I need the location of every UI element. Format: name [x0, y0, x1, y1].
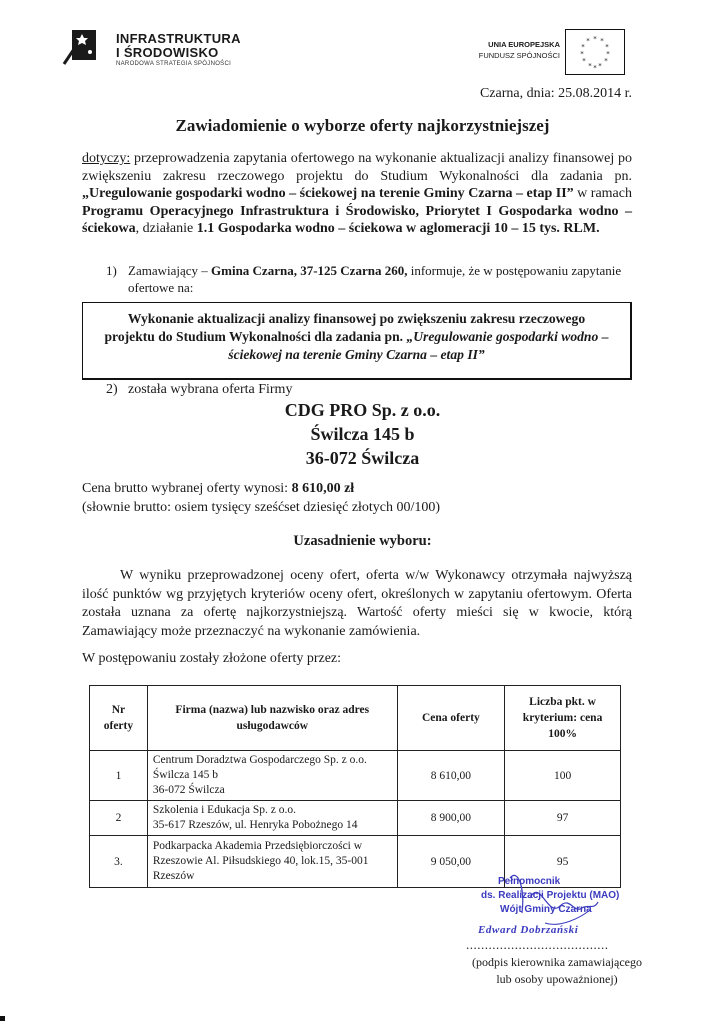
intro-program: Programu Operacyjnego Infrastruktura i Środowisko, Priorytet I Gospodarka wodno – ściekowa	[82, 203, 632, 236]
svg-text:*: *	[588, 62, 592, 70]
winner-company-name: CDG PRO Sp. z o.o.	[284, 400, 441, 420]
svg-text:*: *	[605, 43, 609, 51]
signature-line: ......................................	[466, 937, 609, 952]
point-1-text-3: ofertowe na:	[128, 280, 194, 295]
row-firm: Podkarpacka Akademia Przedsiębiorczości w Rzeszowie Al. Piłsudskiego 40, lok.15, 35-001 Rzeszów	[147, 836, 397, 888]
table-row	[90, 751, 621, 801]
subject-line-2a: projektu do Studium Wykonalności dla zadania pn.	[104, 329, 407, 344]
scan-mark	[0, 1016, 5, 1021]
point-2-number: 2)	[106, 382, 118, 397]
infrastruktura-logo-icon	[62, 30, 98, 66]
point-1-text-1: Zamawiający –	[128, 263, 212, 278]
winning-price	[82, 481, 354, 497]
row-firm: Szkolenia i Edukacja Sp. z o.o. 35-617 Rzeszów, ul. Henryka Pobożnego 14	[147, 801, 397, 836]
logo-subtitle: NARODOWA STRATEGIA SPÓJNOŚCI	[116, 61, 232, 67]
row-firm: Centrum Doradztwa Gospodarczego Sp. z o.o. Świlcza 145 b 36-072 Świlcza	[147, 751, 397, 801]
document-date: Czarna, dnia: 25.08.2014 r.	[479, 86, 632, 101]
subject-line-3: ściekowej na terenie Gminy Czarna – etap II”	[228, 347, 485, 362]
logo-title-line2: I ŚRODOWISKO	[116, 45, 219, 60]
svg-text:*: *	[586, 37, 590, 45]
row-price: 9 050,00	[397, 836, 504, 888]
point-1-number: 1)	[106, 263, 117, 278]
row-price: 8 610,00	[397, 751, 504, 801]
header-points: Liczba pkt. w kryterium: cena 100%	[505, 686, 621, 751]
table-header-row	[90, 686, 621, 751]
intro-text-2: w ramach	[573, 186, 632, 201]
intro-paragraph	[82, 150, 632, 238]
subject-line-1: Wykonanie aktualizacji analizy finansowej po zwiększeniu zakresu rzeczowego	[127, 311, 586, 326]
svg-text:*: *	[593, 64, 597, 72]
intro-task-name: „Uregulowanie gospodarki wodno – ściekowej na terenie Gminy Czarna – etap II”	[82, 186, 574, 201]
row-nr: 3.	[90, 836, 148, 888]
subject-line-2b: „Uregulowanie gospodarki wodno –	[406, 329, 609, 344]
svg-text:*: *	[582, 57, 586, 65]
subject-box	[82, 302, 632, 380]
eu-flag-icon	[565, 29, 625, 75]
point-2	[106, 382, 292, 398]
stamp-line-3: Wójt Gminy Czarna	[500, 904, 592, 915]
point-2-text: została wybrana oferta Firmy	[128, 382, 293, 397]
stamp-name: Edward Dobrzański	[478, 924, 579, 936]
document-title: Zawiadomienie o wyborze oferty najkorzystniejszej	[175, 116, 550, 135]
offers-intro: W postępowaniu zostały złożone oferty przez:	[82, 651, 342, 666]
intro-text-3: , działanie	[135, 221, 197, 236]
svg-text:*: *	[598, 62, 602, 70]
table-row	[90, 801, 621, 836]
row-points: 97	[505, 801, 621, 836]
logo-title-line1: INFRASTRUKTURA	[116, 31, 241, 46]
eu-fund: FUNDUSZ SPÓJNOŚCI	[478, 51, 560, 60]
price-label: Cena brutto wybranej oferty wynosi:	[82, 481, 292, 496]
winner-company-street: Świlcza 145 b	[310, 424, 415, 444]
row-nr: 2	[90, 801, 148, 836]
svg-text:*: *	[593, 35, 597, 43]
row-points: 95	[505, 836, 621, 888]
intro-text-1: przeprowadzenia zapytania ofertowego na wykonanie aktualizacji analizy finansowej po zwiększeniu zakresu rzeczowego projektu do Studium Wykonalności dla zadania pn.	[82, 151, 632, 184]
handwritten-signature-icon	[470, 858, 630, 948]
justification-heading: Uzasadnienie wyboru:	[293, 533, 432, 549]
price-in-words: (słownie brutto: osiem tysięcy sześćset dziesięć złotych 00/100)	[82, 500, 441, 515]
svg-text:*: *	[606, 50, 610, 58]
winner-company-city: 36-072 Świlcza	[305, 448, 420, 468]
header-nr: Nr oferty	[90, 686, 148, 751]
eu-title: UNIA EUROPEJSKA	[488, 40, 560, 49]
svg-text:*: *	[580, 50, 584, 58]
point-1-buyer: Gmina Czarna, 37-125 Czarna 260,	[211, 263, 408, 278]
price-value: 8 610,00 zł	[291, 481, 355, 496]
point-1	[106, 262, 632, 296]
row-price: 8 900,00	[397, 801, 504, 836]
header-price: Cena oferty	[397, 686, 504, 751]
header-firm: Firma (nazwa) lub nazwisko oraz adres usługodawców	[147, 686, 397, 751]
svg-text:*: *	[604, 57, 608, 65]
stamp-line-2: ds. Realizacji Projektu (MAO)	[481, 890, 620, 901]
point-1-text-2: informuje, że w postępowaniu zapytanie	[407, 263, 622, 278]
signature-caption: (podpis kierownika zamawiającego lub osoby upoważnionej)	[472, 955, 642, 986]
svg-text:*: *	[581, 43, 585, 51]
row-points: 100	[505, 751, 621, 801]
stamp-line-1: Pełnomocnik	[498, 876, 561, 887]
svg-text:*: *	[600, 37, 604, 45]
intro-label: dotyczy:	[82, 151, 131, 166]
intro-action: 1.1 Gospodarka wodno – ściekowa w aglomeracji 10 – 15 tys. RLM.	[196, 221, 600, 236]
justification-text: W wyniku przeprowadzonej oceny ofert, oferta w/w Wykonawcy otrzymała najwyższą ilość punktów wg przyjętych kryteriów oceny ofert, określonych w zapytaniu ofertowym. Oferta została uznana za ofertę najkorzystniejszą. Wartość oferty mieści się w kwocie, którą Zamawiający może przeznaczyć na wykonanie zamówienia.	[82, 568, 632, 639]
row-nr: 1	[90, 751, 148, 801]
